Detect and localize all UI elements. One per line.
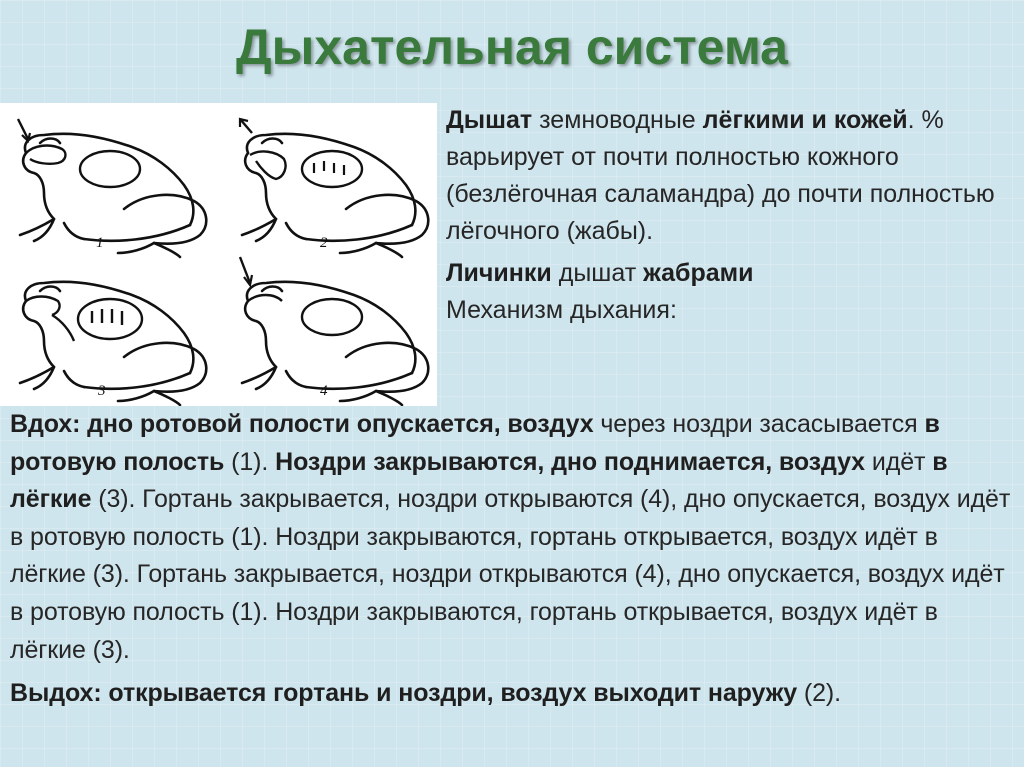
bold-run: Дышат <box>446 106 533 134</box>
slide-title: Дыхательная система <box>236 19 788 75</box>
bold-run: жабрами <box>643 259 754 287</box>
text-run: (2). <box>797 679 841 708</box>
intro-paragraph-1 <box>446 102 1016 250</box>
text-run: . % варьирует от почти полностью кожного (безлёгочная саламандра) до почти полностью лёгочного (жабы). <box>446 106 995 245</box>
bold-run: в ротовую полость <box>10 410 940 476</box>
text-run: (3). Гортань закрывается, ноздри открываются (4), дно опускается, воздух идёт в ротовую полость (1). Ноздри закрываются, гортань открывается, воздух идёт в лёгкие (3). Гортань закрывается, ноздри открываются (4), дно опускается, воздух идёт в ротовую полость (1). Ноздри закрываются, гортань открывается, воздух идёт в лёгкие (3). <box>10 485 1011 664</box>
text-run: Механизм дыхания: <box>446 296 677 324</box>
bold-run: Ноздри закрываются, дно поднимается, воздух <box>275 447 865 476</box>
intro-paragraph-2 <box>446 255 1016 292</box>
bold-run: Вдох: дно ротовой полости опускается, воздух <box>10 410 594 438</box>
figure-label-1: 1 <box>96 235 104 251</box>
figure-label-3: 3 <box>98 383 106 399</box>
mechanism-text <box>10 406 1016 713</box>
text-run: идёт <box>865 447 933 476</box>
text-run: земноводные <box>532 106 703 134</box>
intro-paragraph-3 <box>446 292 1016 329</box>
text-run: дышат <box>551 259 644 287</box>
frog-diagram-svg <box>0 103 437 406</box>
text-run: через ноздри засасывается <box>593 410 925 438</box>
inhale-paragraph <box>10 406 1016 669</box>
bold-run: Личинки <box>446 259 552 287</box>
intro-text <box>446 102 1016 329</box>
bold-run: Выдох: открывается гортань и ноздри, воздух выходит наружу <box>10 679 798 708</box>
frog-breathing-figure <box>0 103 437 406</box>
bold-run: лёгкими и кожей <box>702 106 908 134</box>
exhale-paragraph <box>10 675 1016 713</box>
figure-label-4: 4 <box>320 383 328 399</box>
text-run: (1). <box>224 447 276 476</box>
figure-label-2: 2 <box>320 235 328 251</box>
bold-run: в лёгкие <box>10 447 948 514</box>
